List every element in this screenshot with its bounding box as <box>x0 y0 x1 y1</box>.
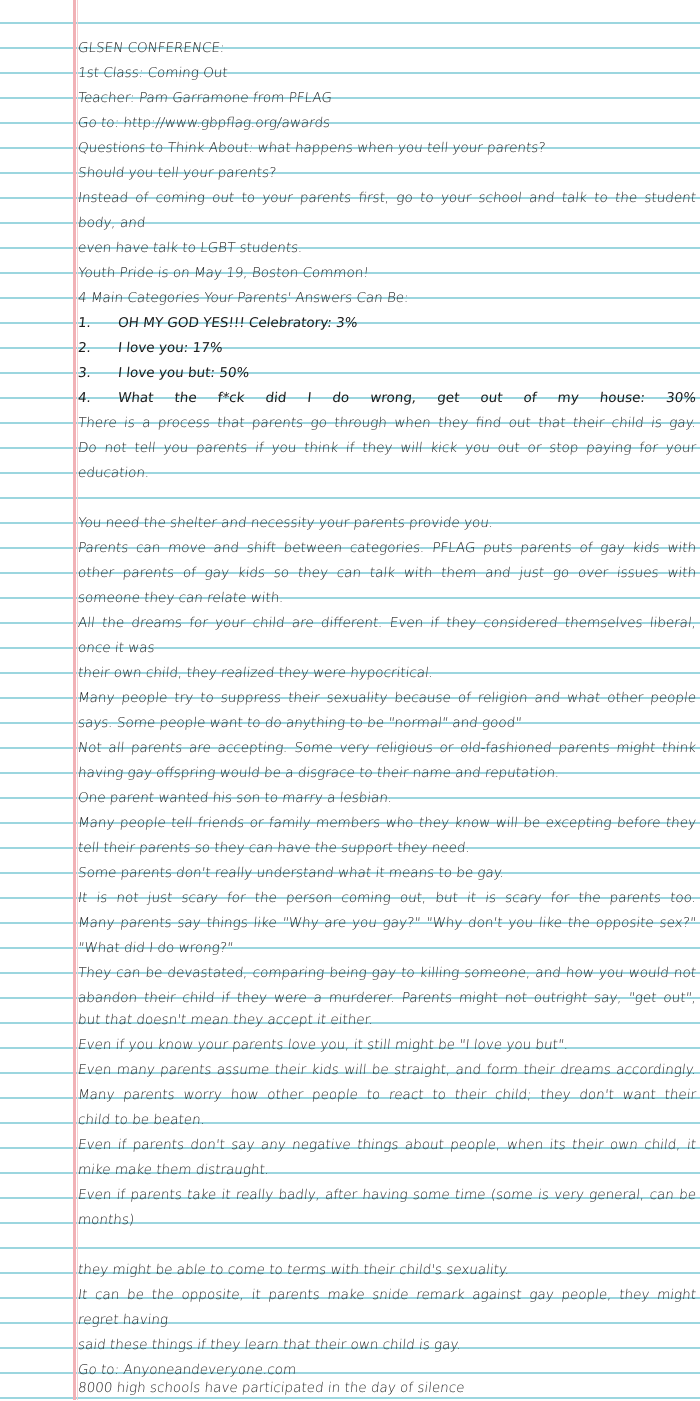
note-line: You need the shelter and necessity your parents provide you. <box>77 515 495 531</box>
answer-text: What the f*ck did I do wrong, get out of my house: 30% <box>117 390 697 406</box>
note-line: Even if parents take it really badly, after having some time (some is very general, can be <box>77 1187 697 1203</box>
note-line: 8000 high schools have participated in the day of silence <box>77 1380 466 1396</box>
note-line: Youth Pride is on May 19, Boston Common! <box>77 265 370 281</box>
note-line: education. <box>77 465 151 481</box>
note-line: 4 Main Categories Your Parents' Answers Can Be: <box>77 290 410 306</box>
note-line: they might be able to come to terms with their child's sexuality. <box>77 1262 511 1278</box>
note-line: 1st Class: Coming Out <box>77 65 229 81</box>
note-line: child to be beaten. <box>77 1112 206 1128</box>
note-line: Questions to Think About: what happens when you tell your parents? <box>77 140 547 156</box>
note-line: mike make them distraught. <box>77 1162 270 1178</box>
note-line: It is not just scary for the person coming out, but it is scary for the parents too. <box>77 890 697 906</box>
note-line: once it was <box>77 640 156 656</box>
note-line: Some parents don't really understand what it means to be gay. <box>77 865 506 881</box>
red-margin-line <box>73 0 76 1400</box>
answer-item <box>77 311 698 336</box>
note-line: All the dreams for your child are different. Even if they considered themselves liberal, <box>77 615 697 631</box>
note-line: Many people try to suppress their sexuality because of religion and what other people <box>77 690 697 706</box>
answer-number: 3. <box>77 365 92 381</box>
note-line: Even many parents assume their kids will be straight, and form their dreams accordingly. <box>77 1062 697 1078</box>
note-line: There is a process that parents go through when they find out that their child is gay. <box>77 415 697 431</box>
note-line: "What did I do wrong?" <box>77 940 235 956</box>
note-line: Do not tell you parents if you think if they will kick you out or stop paying for your <box>77 440 697 456</box>
note-line: Go to: Anyoneandeveryone.com <box>77 1362 297 1378</box>
note-line: but that doesn't mean they accept it either. <box>77 1012 375 1028</box>
note-line: Should you tell your parents? <box>77 165 278 181</box>
note-line <box>77 1233 698 1258</box>
answer-number: 1. <box>77 315 92 331</box>
note-line: Parents can move and shift between categories. PFLAG puts parents of gay kids with <box>77 540 697 556</box>
note-line: Many parents say things like "Why are you gay?" "Why don't you like the opposite sex?" <box>77 915 697 931</box>
note-line: body, and <box>77 215 147 231</box>
note-line: having gay offspring would be a disgrace to their name and reputation. <box>77 765 561 781</box>
note-line: Many people tell friends or family members who they know will be excepting before they <box>77 815 697 831</box>
note-line: One parent wanted his son to marry a lesbian. <box>77 790 394 806</box>
note-line: They can be devastated, comparing being gay to killing someone, and how you would not <box>77 965 697 981</box>
note-line: tell their parents so they can have the support they need. <box>77 840 471 856</box>
note-line: their own child, they realized they were hypocritical. <box>77 665 434 681</box>
note-line: Instead of coming out to your parents first, go to your school and talk to the student <box>77 190 697 206</box>
note-line: Many parents worry how other people to react to their child; they don't want their <box>77 1087 697 1103</box>
answer-item <box>77 361 698 386</box>
note-line: It can be the opposite, it parents make snide remark against gay people, they might <box>77 1287 697 1303</box>
answer-text: OH MY GOD YES!!! Celebratory: 3% <box>117 315 359 331</box>
answer-item <box>77 386 698 411</box>
note-line: said these things if they learn that their own child is gay. <box>77 1337 462 1353</box>
note-line: Even if you know your parents love you, it still might be "I love you but". <box>77 1037 570 1053</box>
note-line: says. Some people want to do anything to be "normal" and good" <box>77 715 523 731</box>
note-line: regret having <box>77 1312 169 1328</box>
note-line: abandon their child if they were a murderer. Parents might not outright say, "get out", <box>77 990 697 1006</box>
note-line: Not all parents are accepting. Some very religious or old-fashioned parents might think <box>77 740 697 756</box>
note-line: months) <box>77 1212 136 1228</box>
answer-text: I love you: 17% <box>117 340 224 356</box>
note-line: Even if parents don't say any negative things about people, when its their own child, it <box>77 1137 697 1153</box>
note-line: Go to: http://www.gbpflag.org/awards <box>77 115 331 131</box>
note-line <box>77 486 698 511</box>
note-line: GLSEN CONFERENCE: <box>77 40 226 56</box>
answer-number: 2. <box>77 340 92 356</box>
note-line: Teacher: Pam Garramone from PFLAG <box>77 90 333 106</box>
note-line: someone they can relate with. <box>77 590 285 606</box>
answer-number: 4. <box>77 390 92 406</box>
answer-item <box>77 336 698 361</box>
note-line: other parents of gay kids so they can talk with them and just go over issues with <box>77 565 697 581</box>
answer-text: I love you but: 50% <box>117 365 251 381</box>
note-line: even have talk to LGBT students. <box>77 240 304 256</box>
